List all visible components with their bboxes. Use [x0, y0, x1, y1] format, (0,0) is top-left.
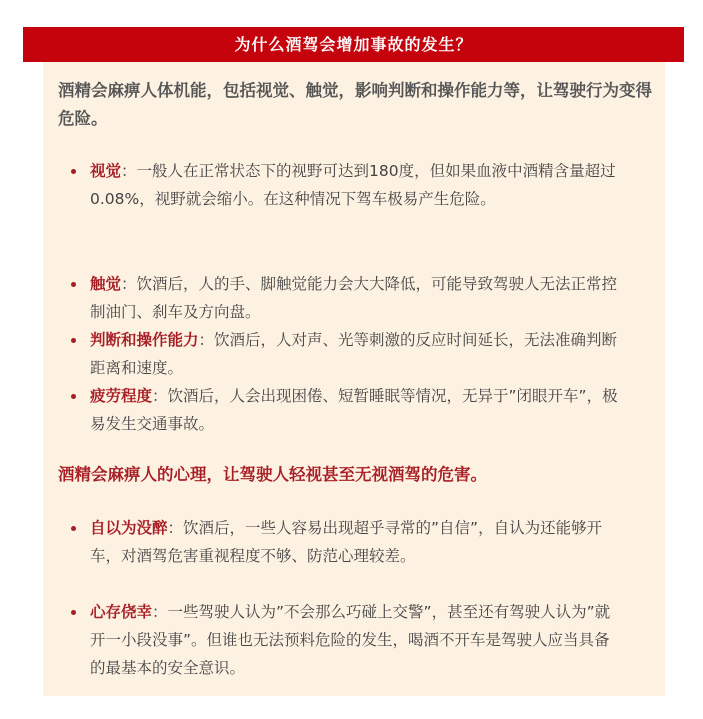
bullet-dot	[71, 169, 76, 174]
item-text: ：一些驾驶人认为”不会那么巧碰上交警”，甚至还有驾驶人认为”就开一小段没事”。但谁也无法预料危险的发生，喝酒不开车是驾驶人应当具备的最基本的安全意识。	[90, 603, 611, 677]
title-banner	[23, 27, 684, 62]
item-text: ：饮酒后，人对声、光等刺激的反应时间延长，无法准确判断距离和速度。	[90, 331, 618, 377]
section1-intro: 酒精会麻痹人体机能，包括视觉、触觉，影响判断和操作能力等，让驾驶行为变得危险。	[58, 81, 652, 128]
list-item-vision	[90, 157, 620, 213]
item-term: 判断和操作能力	[90, 331, 199, 349]
item-term: 视觉	[90, 162, 122, 180]
list-item-fatigue	[90, 382, 620, 438]
item-term: 心存侥幸	[90, 603, 153, 621]
item-term: 触觉	[90, 275, 122, 293]
item-term: 自以为没醉	[90, 519, 168, 537]
item-text: ：饮酒后，一些人容易出现超乎寻常的”自信”，自认为还能够开车，对酒驾危害重视程度不够、防范心理较差。	[90, 519, 603, 565]
bullet-dot	[71, 282, 76, 287]
section2-intro: 酒精会麻痹人的心理，让驾驶人轻视甚至无视酒驾的危害。	[58, 465, 487, 484]
item-term: 疲劳程度	[90, 387, 153, 405]
bullet-dot	[71, 526, 76, 531]
bullet-dot	[71, 610, 76, 615]
list-item-luck	[90, 598, 620, 682]
item-text: ：饮酒后，人会出现困倦、短暂睡眠等情况，无异于”闭眼开车”，极易发生交通事故。	[90, 387, 618, 433]
item-text: ：饮酒后，人的手、脚触觉能力会大大降低，可能导致驾驶人无法正常控制油门、刹车及方向盘。	[90, 275, 618, 321]
list-item-touch	[90, 270, 620, 326]
item-text: ：一般人在正常状态下的视野可达到180度，但如果血液中酒精含量超过0.08%，视野就会缩小。在这种情况下驾车极易产生危险。	[90, 162, 616, 208]
bullet-dot	[71, 394, 76, 399]
list-item-judgment	[90, 326, 620, 382]
list-item-overconfidence	[90, 514, 620, 570]
bullet-dot	[71, 338, 76, 343]
banner-title: 为什么酒驾会增加事故的发生？	[234, 35, 473, 54]
